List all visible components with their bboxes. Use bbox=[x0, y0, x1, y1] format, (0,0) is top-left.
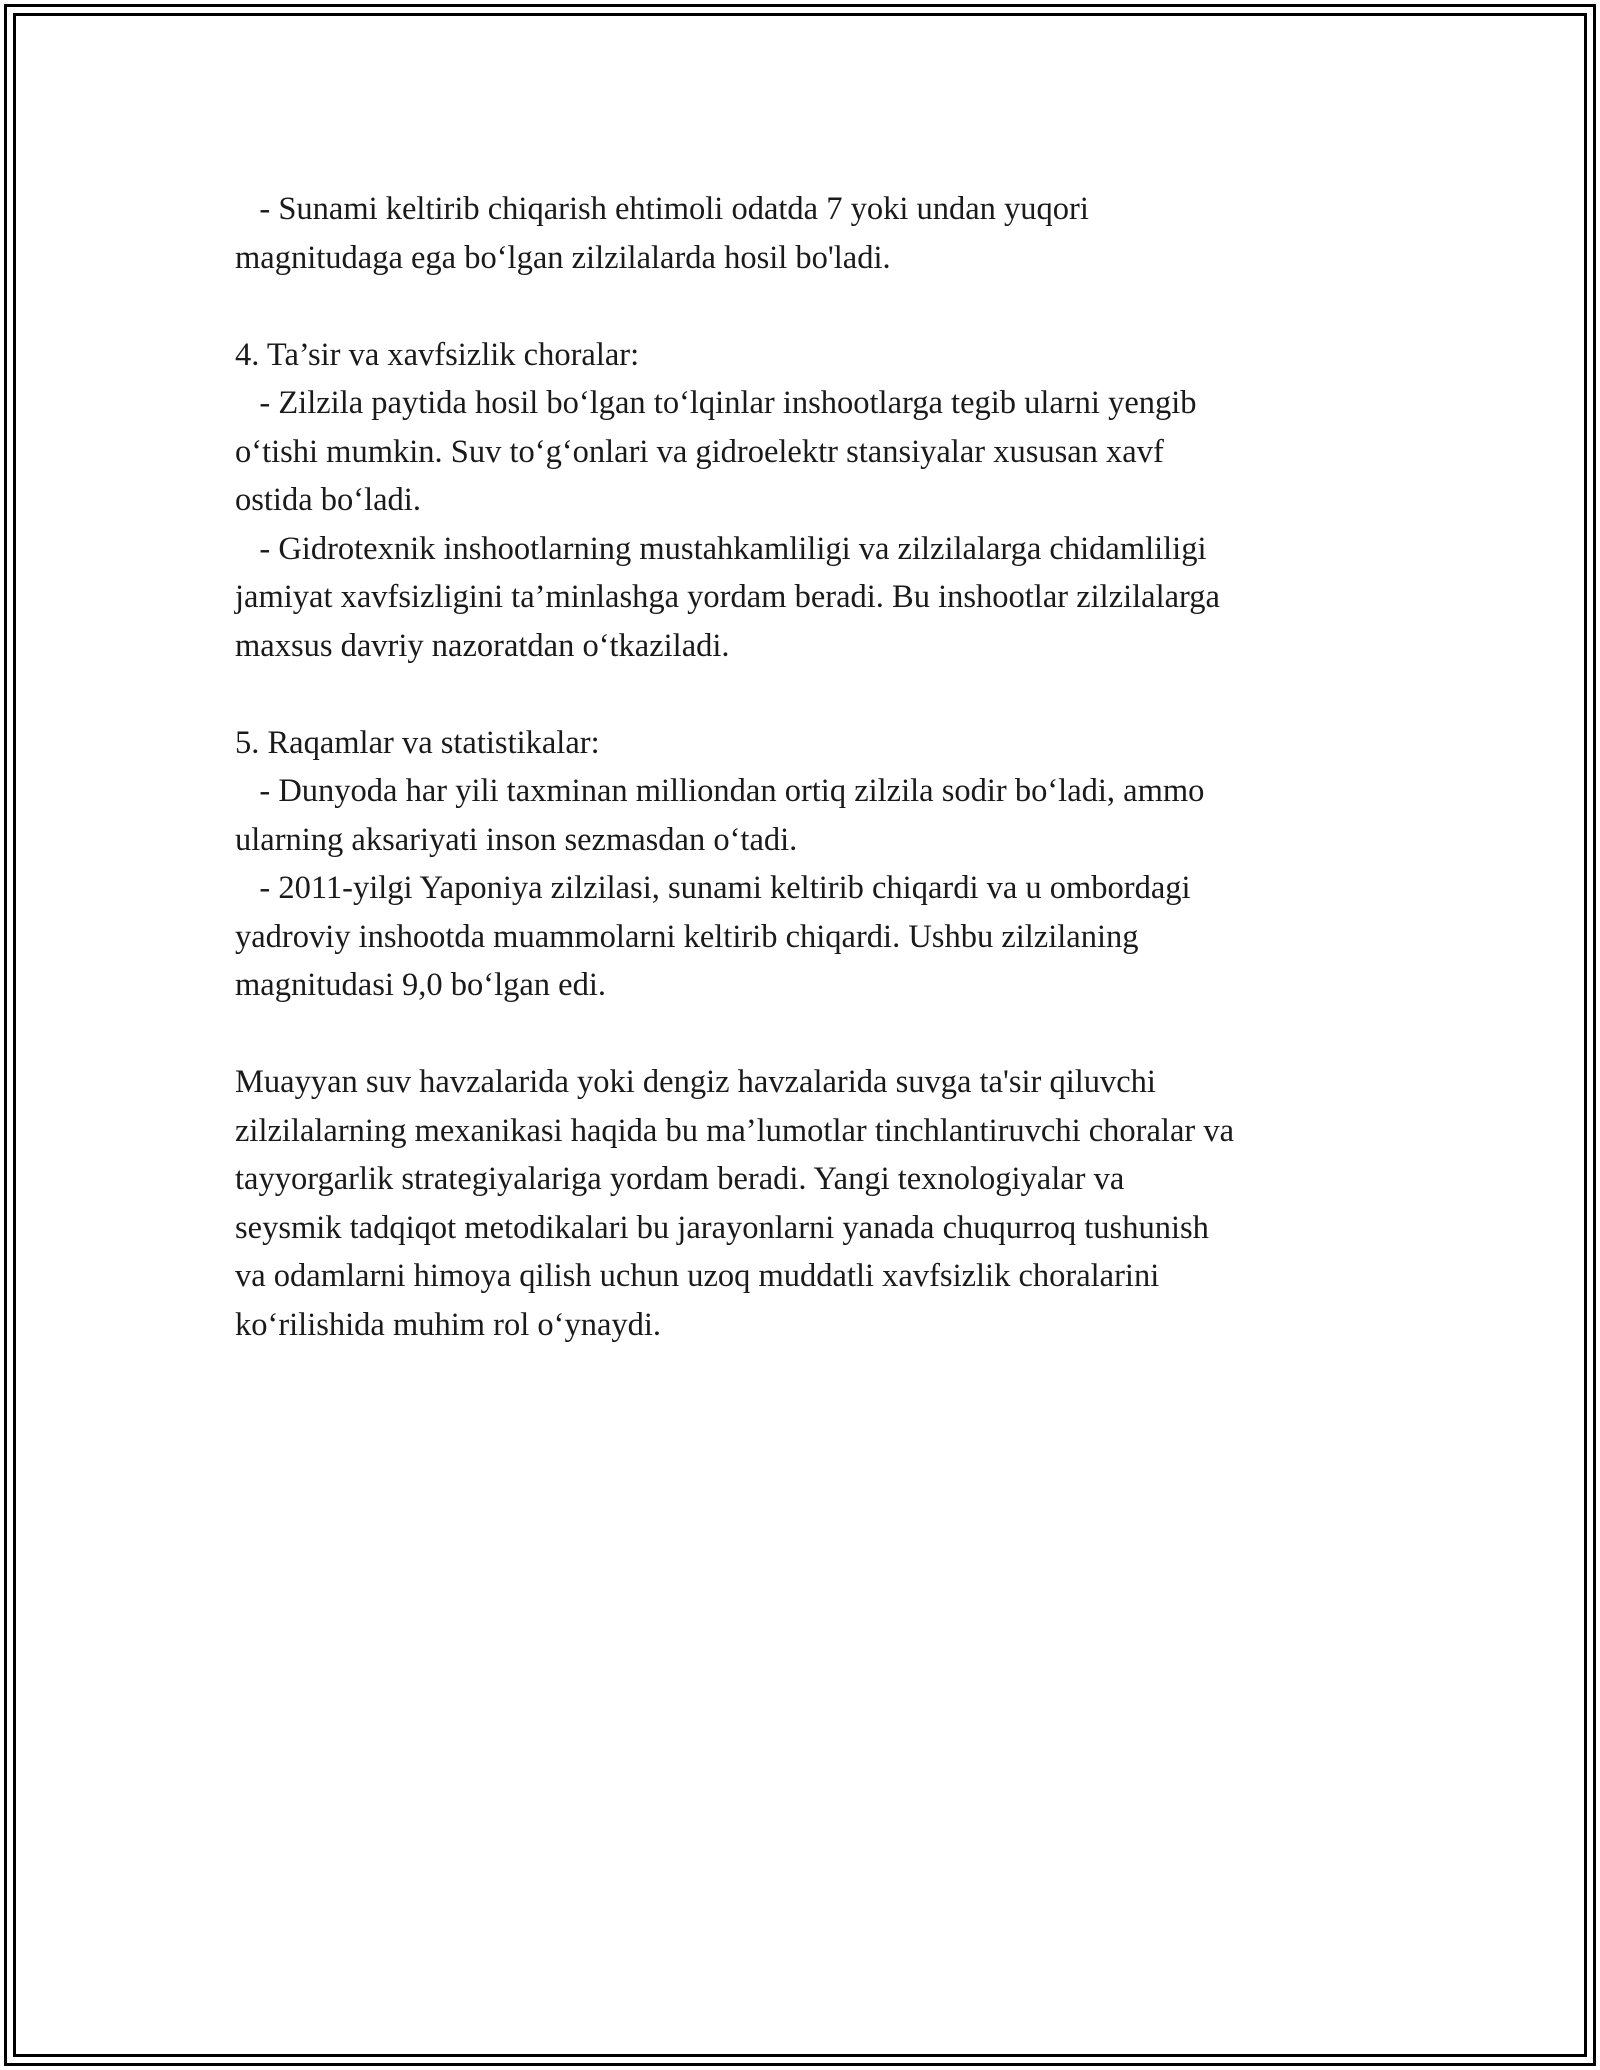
document-body bbox=[235, 185, 1385, 1349]
text-line: yadroviy inshootda muammolarni keltirib chiqardi. Ushbu zilzilaning bbox=[235, 918, 1139, 955]
paragraph-conclusion bbox=[235, 1058, 1385, 1349]
text-line: - Gidrotexnik inshootlarning mustahkamliligi va zilzilalarga chidamliligi bbox=[235, 530, 1207, 567]
text-line: maxsus davriy nazoratdan o‘tkaziladi. bbox=[235, 627, 730, 664]
section-impact-safety bbox=[235, 331, 1385, 671]
text-line: ularning aksariyati inson sezmasdan o‘tadi. bbox=[235, 821, 798, 858]
text-line: magnitudasi 9,0 bo‘lgan edi. bbox=[235, 967, 606, 1003]
text-line: jamiyat xavfsizligini ta’minlashga yordam beradi. Bu inshootlar zilzilalarga bbox=[235, 579, 1220, 615]
text-line: - 2011-yilgi Yaponiya zilzilasi, sunami keltirib chiqardi va u ombordagi bbox=[235, 870, 1191, 906]
section-numbers-statistics bbox=[235, 719, 1385, 1010]
text-line: o‘tishi mumkin. Suv to‘g‘onlari va gidroelektr stansiyalar xususan xavf bbox=[235, 433, 1164, 470]
text-line: seysmik tadqiqot metodikalari bu jarayonlarni yanada chuqurroq tushunish bbox=[235, 1209, 1209, 1246]
paragraph-tsunami-note bbox=[235, 185, 1385, 282]
text-line: Muayyan suv havzalarida yoki dengiz havzalarida suvga ta'sir qiluvchi bbox=[235, 1064, 1156, 1100]
text-line: va odamlarni himoya qilish uchun uzoq muddatli xavfsizlik choralarini bbox=[235, 1258, 1160, 1294]
text-line: - Sunami keltirib chiqarish ehtimoli odatda 7 yoki undan yuqori bbox=[235, 191, 1089, 227]
paragraph-spacer bbox=[235, 1010, 1385, 1059]
section-heading: 5. Raqamlar va statistikalar: bbox=[235, 724, 600, 761]
text-line: tayyorgarlik strategiyalariga yordam beradi. Yangi texnologiyalar va bbox=[235, 1161, 1125, 1197]
section-heading: 4. Ta’sir va xavfsizlik choralar: bbox=[235, 336, 640, 373]
text-line: ostida bo‘ladi. bbox=[235, 482, 421, 518]
text-line: magnitudaga ega bo‘lgan zilzilalarda hosil bo'ladi. bbox=[235, 239, 891, 276]
paragraph-spacer bbox=[235, 670, 1385, 719]
text-line: ko‘rilishida muhim rol o‘ynaydi. bbox=[235, 1306, 662, 1343]
text-line: zilzilalarning mexanikasi haqida bu ma’lumotlar tinchlantiruvchi choralar va bbox=[235, 1112, 1235, 1149]
text-line: - Zilzila paytida hosil bo‘lgan to‘lqinlar inshootlarga tegib ularni yengib bbox=[235, 385, 1197, 421]
text-line: - Dunyoda har yili taxminan milliondan ortiq zilzila sodir bo‘ladi, ammo bbox=[235, 773, 1205, 809]
paragraph-spacer bbox=[235, 282, 1385, 331]
